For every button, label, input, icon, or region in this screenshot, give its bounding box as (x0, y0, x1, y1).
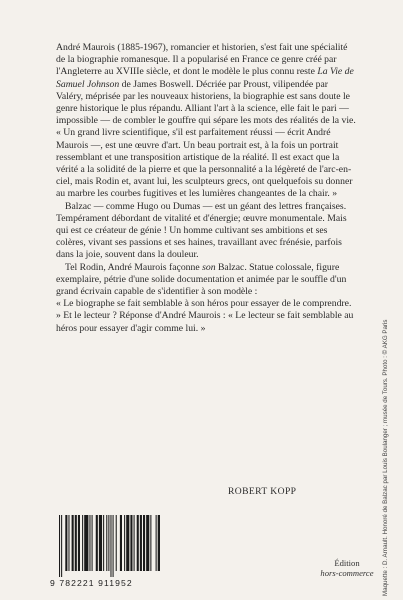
edition-line-2: hors-commerce (320, 568, 374, 578)
barcode-bar (92, 515, 93, 571)
barcode-bar (140, 515, 142, 571)
barcode-bar (75, 515, 77, 571)
text-run: « Le biographe se fait semblable à son héros pour essayer de le comprendre. » Et le lecteur ? Réponse d'André Maurois : « Le lecteur se fait semblable au héros pour essayer d'agir comme lui. » (56, 298, 354, 334)
text-run: Balzac. Statue colossale, figure exemplaire, pétrie d'une solide documentation et animée par le souffle d'un grand écrivain capable de s'identifier à son modèle : (56, 261, 347, 298)
barcode-bar (61, 515, 62, 577)
edition-line-1: Édition (334, 558, 360, 568)
paragraph-3 (56, 262, 356, 299)
image-credit: Maquette : D. Arnault. Honoré de Balzac par Louis Boulanger ; musée de Tours. Photo : © AKG Paris (382, 319, 389, 596)
barcode-bar (78, 515, 80, 571)
barcode-bar (108, 515, 109, 571)
barcode-bar (116, 515, 117, 571)
barcode-bar (146, 515, 149, 571)
barcode-bar (158, 515, 160, 571)
paragraph-4 (56, 298, 356, 335)
barcode (56, 515, 160, 585)
text-run: La Vie de Samuel Johnson (56, 66, 354, 90)
barcode-bar (110, 515, 111, 577)
author-signature: ROBERT KOPP (228, 486, 297, 497)
blurb-text (56, 42, 356, 335)
barcode-bar (120, 515, 122, 571)
barcode-bar (103, 515, 104, 571)
barcode-bar (84, 515, 88, 571)
paragraph-1 (56, 42, 356, 201)
barcode-bar (113, 515, 114, 577)
text-run: son (202, 261, 216, 273)
text-run: XVIII (115, 66, 140, 78)
barcode-number: 9 782221 911952 (50, 578, 133, 588)
barcode-bar (96, 515, 98, 571)
barcode-bar (124, 515, 125, 571)
barcode-bar (156, 515, 157, 571)
text-run: Balzac — comme Hugo ou Dumas — est un géant des lettres françaises. Tempérament débordant de vitalité et d'énergie; œuvre monumentale. Mais qui est ce créateur de génie ! Un homme cultivant ses ambitions et ses colères, vivant ses passions et ses haines, travaillant avec frénésie, parfois dans la joie, souvent dans la douleur. (56, 200, 347, 261)
barcode-bar (82, 515, 83, 571)
barcode-bar (134, 515, 135, 571)
text-run: André Maurois (1885-1967), romancier et historien, s'est fait une spécialité de la biographie romanesque. Il a popularisé en France ce genre créé par l'Angleterre au (56, 42, 348, 78)
barcode-bar (65, 515, 67, 571)
barcode-bar (68, 515, 69, 571)
text-run: e siècle, et dont le modèle le plus connu reste (139, 66, 318, 78)
barcode-bar (130, 515, 132, 571)
barcode-bar (126, 515, 129, 571)
text-run: Tel Rodin, André Maurois façonne (65, 261, 203, 273)
barcode-bar (72, 515, 74, 571)
barcode-bars (56, 515, 160, 577)
barcode-bar (143, 515, 145, 571)
barcode-bar (137, 515, 139, 571)
text-run: de James Boswell. Décriée par Proust, vilipendée par Valéry, méprisée par les nouveaux historiens, la biographie est sans doute le genre historique le plus répandu. Alliant l'art à la science, elle fait le pari — impossible — de combler le gouffre qui sépare les mots des réalités de la vie. « Un grand livre scientifique, s'il est parfaitement réussi — écrit André Maurois —, est une œuvre d'art. Un beau portrait est, à la fois un portrait ressemblant et une transposition artistique de la réalité. Il est exact que la vérité a la solidité de la pierre et que la personnalité a la légèreté de l'arc-en-ciel, mais Rodin et, avant lui, les sculpteurs grecs, ont quelquefois su donner au marbre les courbes fugitives et les lumières changeantes de la chair. » (56, 78, 356, 200)
barcode-bar (106, 515, 107, 571)
paragraph-2 (56, 201, 356, 262)
barcode-bar (99, 515, 102, 571)
barcode-bar (150, 515, 151, 571)
barcode-bar (59, 515, 60, 577)
barcode-bar (89, 515, 90, 571)
edition-label (317, 558, 377, 578)
